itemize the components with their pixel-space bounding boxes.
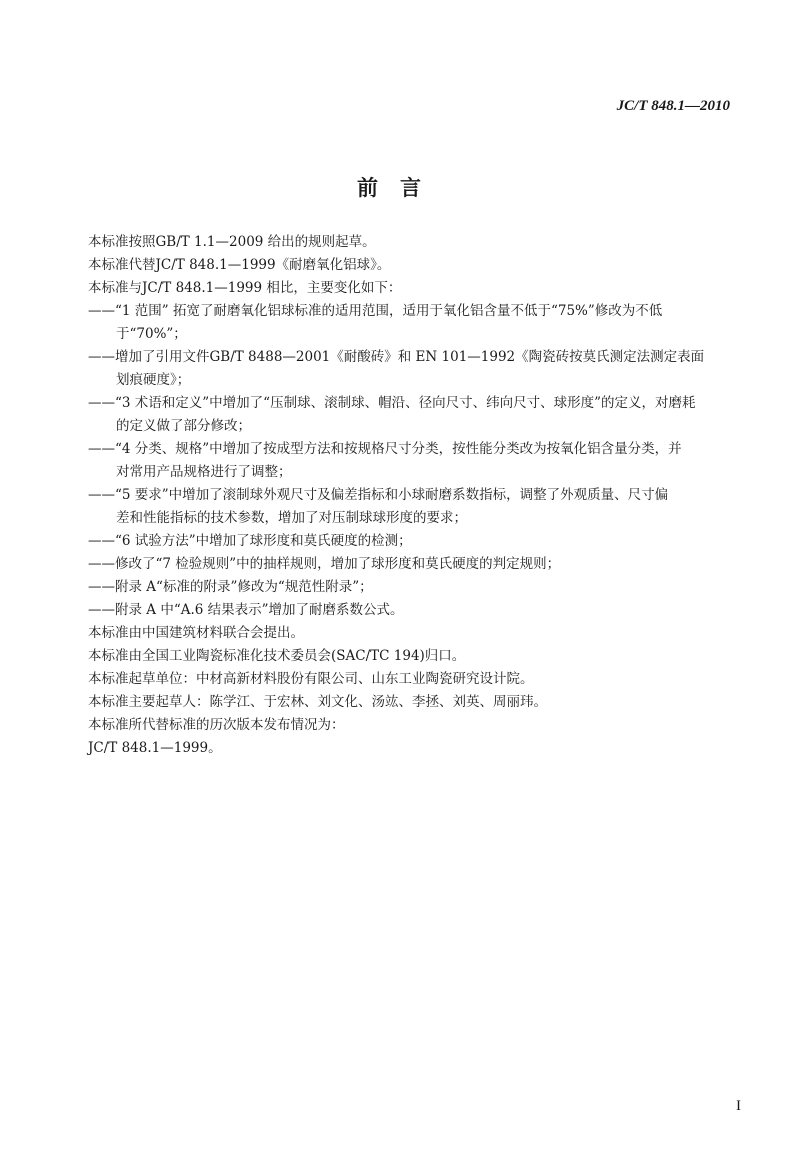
change-item [88,438,738,484]
change-line: ——“4 分类、规格”中增加了按成型方法和按规格尺寸分类，按性能分类改为按氧化铝含量分类，并 [88,441,682,457]
paragraph: 本标准由全国工业陶瓷标准化技术委员会(SAC/TC 194)归口。 [88,648,466,664]
document-body [88,231,738,760]
paragraph: 本标准代替JC/T 848.1—1999《耐磨氧化铝球》。 [88,257,391,273]
change-item: ——附录 A“标准的附录”修改为“规范性附录”； [88,579,373,595]
change-item [88,346,738,392]
change-item [88,484,738,530]
change-item: ——修改了“7 检验规则”中的抽样规则，增加了球形度和莫氏硬度的判定规则； [88,556,561,572]
paragraph: 本标准按照GB/T 1.1—2009 给出的规则起草。 [88,234,376,250]
paragraph: 本标准与JC/T 848.1—1999 相比，主要变化如下： [88,280,402,296]
change-line: ——“1 范围” 拓宽了耐磨氧化铝球标准的适用范围，适用于氧化铝含量不低于“75%”修改为不低 [88,303,663,319]
change-line: 差和性能指标的技术参数，增加了对压制球球形度的要求； [116,510,467,526]
change-line: ——“5 要求”中增加了滚制球外观尺寸及偏差指标和小球耐磨系数指标，调整了外观质量、尺寸偏 [88,487,669,503]
change-line: 划痕硬度》； [116,372,191,388]
paragraph: 本标准所代替标准的历次版本发布情况为： [88,717,345,733]
change-item [88,392,738,438]
change-item: ——附录 A 中“A.6 结果表示”增加了耐磨系数公式。 [88,602,404,618]
paragraph: JC/T 848.1—1999。 [88,740,222,756]
change-line: 于“70%”； [116,326,187,342]
change-line: 对常用产品规格进行了调整； [116,464,292,480]
change-line: 的定义做了部分修改； [116,418,251,434]
change-line: ——增加了引用文件GB/T 8488—2001《耐酸砖》和 EN 101—1992《陶瓷砖按莫氏测定法测定表面 [88,349,705,365]
change-line: ——“3 术语和定义”中增加了“压制球、滚制球、帽沿、径向尺寸、纬向尺寸、球形度”的定义，对磨耗 [88,395,696,411]
page-number: I [736,1098,741,1114]
paragraph: 本标准主要起草人：陈学江、于宏林、刘文化、汤竑、李拯、刘英、周丽玮。 [88,694,547,710]
paragraph: 本标准起草单位：中材高新材料股份有限公司、山东工业陶瓷研究设计院。 [88,671,534,687]
page-title: 前言 [357,176,443,200]
standard-number-header: JC/T 848.1—2010 [616,98,730,114]
change-item [88,300,738,346]
paragraph: 本标准由中国建筑材料联合会提出。 [88,625,304,641]
change-item: ——“6 试验方法”中增加了球形度和莫氏硬度的检测； [88,533,412,549]
